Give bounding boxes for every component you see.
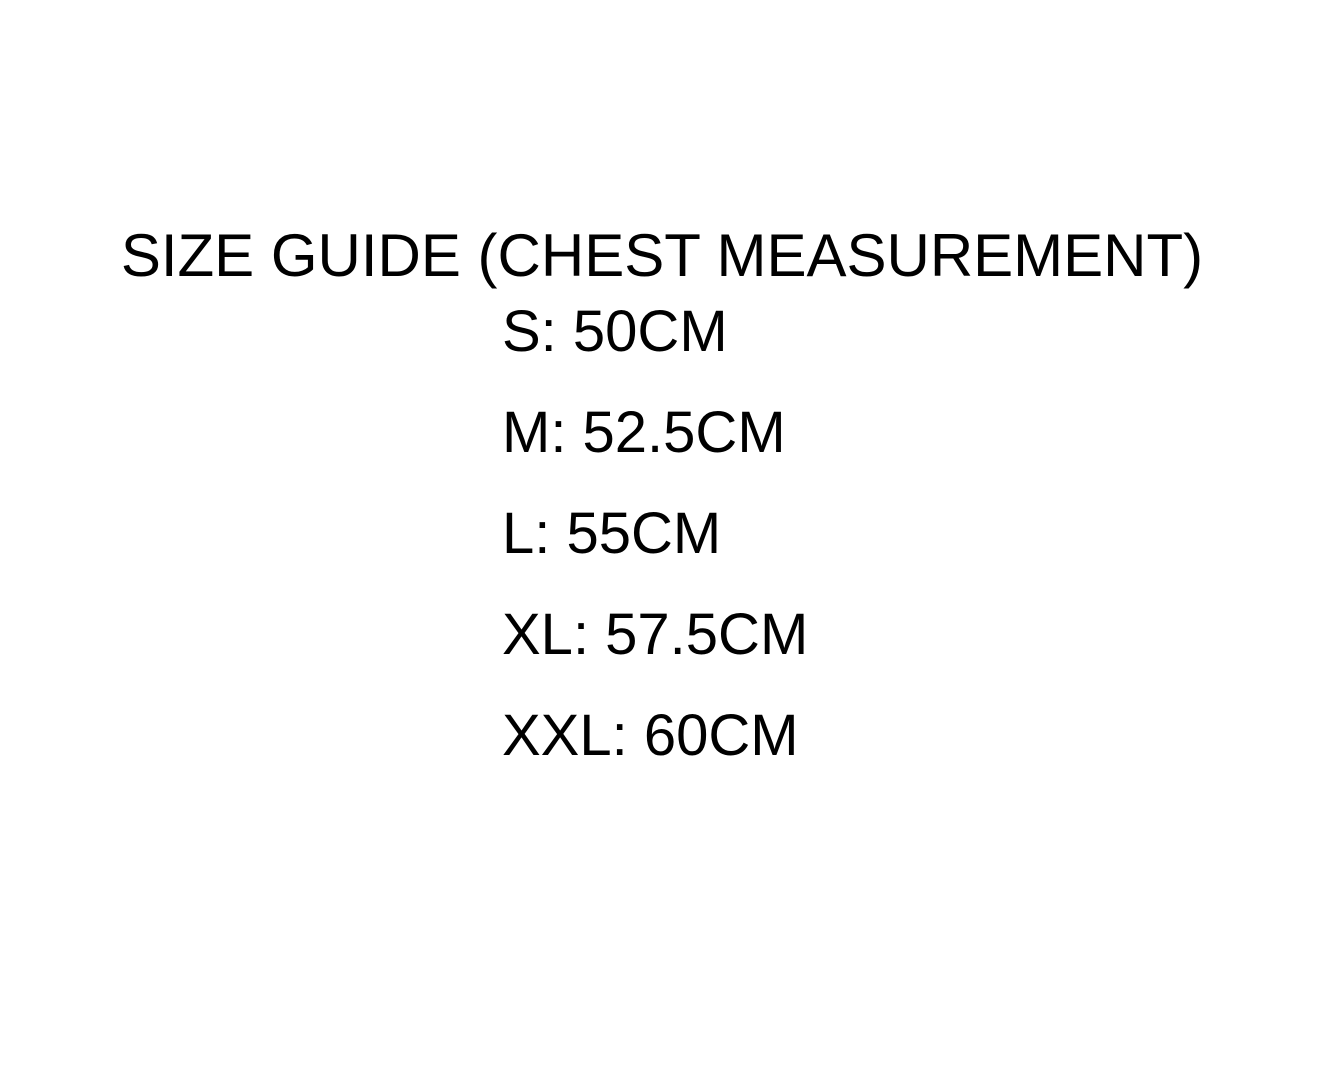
list-item: XXL: 60CM [502, 703, 799, 769]
list-item: M: 52.5CM [502, 400, 786, 466]
list-item: XL: 57.5CM [502, 602, 809, 668]
page-title: SIZE GUIDE (CHEST MEASUREMENT) [120, 222, 1204, 289]
list-item: S: 50CM [502, 299, 728, 365]
list-item: L: 55CM [502, 501, 722, 567]
size-list [0, 299, 1320, 769]
size-guide-block [0, 222, 1320, 808]
